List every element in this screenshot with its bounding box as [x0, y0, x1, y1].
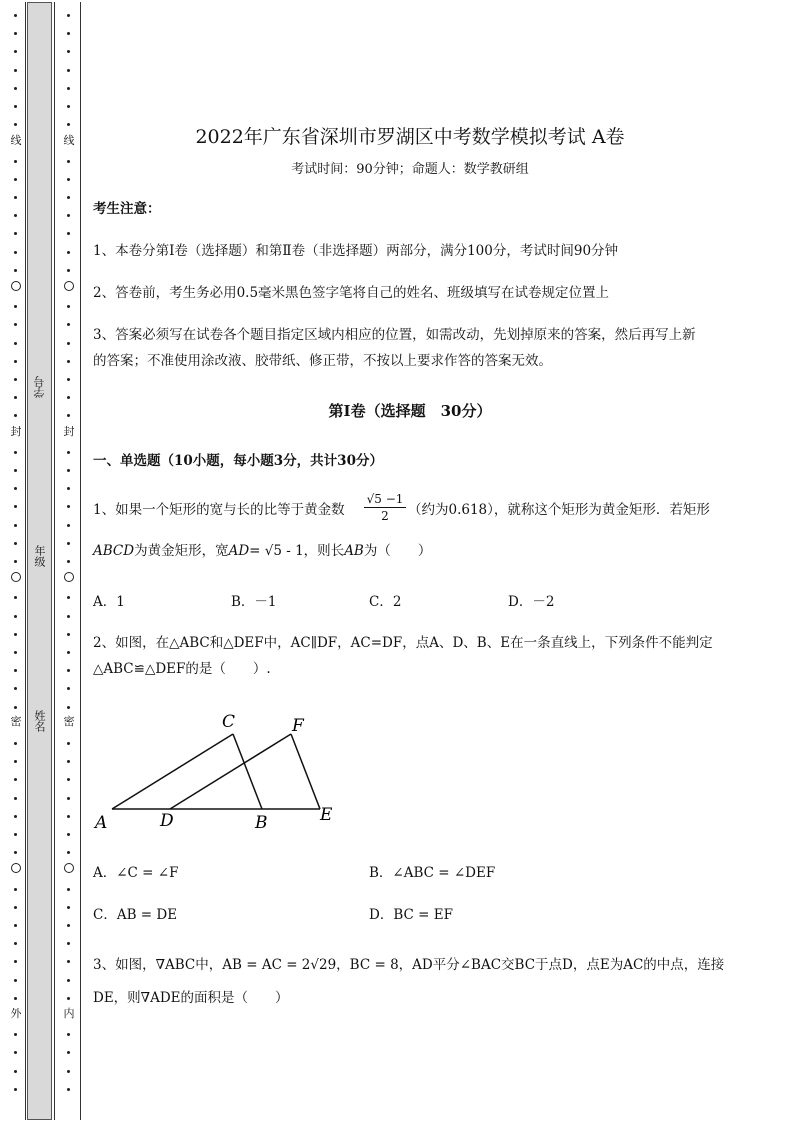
q2-option-b: B．∠ABC = ∠DEF [369, 865, 496, 881]
margin-dot [67, 979, 70, 982]
notice-item-3: 3、答案必须写在试卷各个题目指定区域内相应的位置，如需改动，先划掉原来的答案，然后再写上新 [93, 327, 696, 343]
outer-label-xian: 线 [10, 134, 22, 147]
margin-dot [67, 360, 70, 363]
q1-golden-fraction [364, 491, 406, 524]
margin-dot [14, 50, 17, 53]
margin-dot [14, 323, 17, 326]
q2-triangle-figure [90, 705, 350, 835]
margin-dot [67, 687, 70, 690]
margin-dot [14, 305, 17, 308]
q2-line2: △ABC≌△DEF的是（ ）. [93, 661, 271, 677]
margin-dot [67, 160, 70, 163]
fig-label-b: B [255, 813, 268, 833]
fig-label-f: F [292, 716, 304, 736]
margin-dot [67, 742, 70, 745]
margin-dot [14, 706, 17, 709]
margin-dot [14, 487, 17, 490]
margin-dot [14, 888, 17, 891]
margin-dot [14, 1070, 17, 1073]
margin-dot [67, 451, 70, 454]
margin-dot [67, 1088, 70, 1091]
exam-title: 2022年广东省深圳市罗湖区中考数学模拟考试 A卷 [195, 126, 625, 148]
outer-label-mi: 密 [10, 715, 22, 728]
inner-label-nei: 内 [63, 1007, 75, 1020]
field-name: 姓名 [33, 710, 46, 732]
fig-label-c: C [222, 712, 236, 732]
margin-dot [67, 997, 70, 1000]
margin-dot [67, 615, 70, 618]
margin-dot [67, 14, 70, 17]
margin-dot [14, 87, 17, 90]
margin-dot [67, 87, 70, 90]
field-student-id: 学号 [33, 376, 46, 398]
margin-dot [14, 596, 17, 599]
margin-dot [67, 815, 70, 818]
q1-line2-b: 为黄金矩形，宽 [134, 543, 229, 559]
margin-dot [14, 960, 17, 963]
margin-dot [14, 797, 17, 800]
margin-dot [67, 305, 70, 308]
margin-dot [14, 32, 17, 35]
margin-dot [14, 815, 17, 818]
margin-line-mid [54, 2, 55, 1120]
margin-dot [14, 232, 17, 235]
q2-option-d: D．BC = EF [369, 907, 453, 923]
margin-dot [67, 560, 70, 563]
margin-dot [14, 942, 17, 945]
fig-line-cb [233, 734, 262, 809]
margin-dot [67, 32, 70, 35]
fig-line-df [170, 734, 291, 809]
margin-dot [14, 760, 17, 763]
margin-dot [67, 251, 70, 254]
margin-dot [14, 542, 17, 545]
margin-dot [67, 542, 70, 545]
margin-dot [14, 269, 17, 272]
q1-line2 [93, 541, 431, 561]
q2-option-a: A．∠C = ∠F [93, 865, 179, 881]
margin-dot [14, 524, 17, 527]
q1-line2-f: 为（ ） [363, 543, 432, 559]
margin-dot [14, 342, 17, 345]
q1-option-b: B．－1 [231, 594, 277, 610]
margin-dot [67, 669, 70, 672]
margin-dot [67, 232, 70, 235]
margin-dot [67, 105, 70, 108]
margin-dot [14, 633, 17, 636]
margin-dot [14, 469, 17, 472]
margin-dot [67, 342, 70, 345]
field-grade: 年级 [33, 545, 46, 567]
margin-dot [14, 669, 17, 672]
margin-dot [67, 906, 70, 909]
exam-subtitle: 考试时间：90分钟；命题人：数学教研组 [291, 162, 529, 177]
outer-label-wai: 外 [10, 1007, 22, 1020]
margin-dot [14, 396, 17, 399]
part-title: 一、单选题（10小题，每小题3分，共计30分） [93, 453, 383, 469]
margin-dot [14, 1051, 17, 1054]
margin-dot [14, 123, 17, 126]
margin-ring [64, 863, 74, 873]
outer-label-feng: 封 [10, 425, 22, 438]
q1-text-pre: 1、如果一个矩形的宽与长的比等于黄金数 [93, 502, 345, 518]
margin-dot [14, 196, 17, 199]
margin-ring [64, 281, 74, 291]
margin-dot [14, 14, 17, 17]
margin-dot [14, 924, 17, 927]
notice-item-1: 1、本卷分第I卷（选择题）和第Ⅱ卷（非选择题）两部分，满分100分，考试时间90分钟 [93, 243, 619, 259]
margin-dot [67, 269, 70, 272]
notice-item-2: 2、答卷前，考生务必用0.5毫米黑色签字笔将自己的姓名、班级填写在试卷规定位置上 [93, 285, 610, 301]
margin-dot [67, 778, 70, 781]
margin-dot [14, 378, 17, 381]
margin-dot [67, 69, 70, 72]
margin-dot [14, 560, 17, 563]
margin-dot [67, 378, 70, 381]
margin-dot [67, 942, 70, 945]
inner-dot-column [62, 0, 76, 1123]
q1-ab: AB [344, 543, 364, 559]
margin-dot [14, 906, 17, 909]
margin-dot [14, 451, 17, 454]
margin-dot [67, 596, 70, 599]
inner-label-mi: 密 [63, 715, 75, 728]
margin-dot [67, 505, 70, 508]
margin-dot [67, 50, 70, 53]
q1-option-d: D．－2 [508, 594, 555, 610]
margin-dot [14, 687, 17, 690]
margin-dot [14, 742, 17, 745]
section-title: 第I卷（选择题 30分） [328, 402, 492, 420]
margin-dot [14, 778, 17, 781]
margin-dot [67, 851, 70, 854]
margin-dot [67, 633, 70, 636]
margin-dot [67, 469, 70, 472]
fig-label-d: D [160, 811, 174, 831]
margin-dot [67, 214, 70, 217]
margin-dot [14, 651, 17, 654]
margin-dot [14, 214, 17, 217]
margin-ring [64, 572, 74, 582]
margin-dot [14, 178, 17, 181]
notice-item-3-cont: 的答案；不准使用涂改液、胶带纸、修正带，不按以上要求作答的答案无效。 [93, 353, 552, 369]
q1-option-a: A．1 [93, 594, 125, 610]
margin-dot [67, 524, 70, 527]
margin-dot [67, 797, 70, 800]
margin-dot [14, 615, 17, 618]
margin-dot [14, 851, 17, 854]
margin-dot [14, 979, 17, 982]
margin-dot [14, 997, 17, 1000]
margin-dot [67, 924, 70, 927]
q2-line1: 2、如图，在△ABC和△DEF中，AC∥DF，AC=DF，点A、D、B、E在一条直线上，下列条件不能判定 [93, 635, 713, 651]
margin-dot [67, 1070, 70, 1073]
inner-label-xian: 线 [63, 134, 75, 147]
margin-dot [14, 160, 17, 163]
q1-text-post: （约为0.618），就称这个矩形为黄金矩形．若矩形 [408, 502, 710, 518]
margin-dot [67, 414, 70, 417]
margin-dot [67, 323, 70, 326]
margin-dot [67, 651, 70, 654]
notice-heading: 考生注意： [93, 201, 161, 217]
q1-fraction-denominator: 2 [381, 509, 389, 523]
margin-dot [67, 1033, 70, 1036]
q1-ad: AD [228, 543, 250, 559]
fig-label-a: A [95, 813, 108, 833]
margin-dot [14, 105, 17, 108]
margin-dot [67, 888, 70, 891]
margin-dot [14, 505, 17, 508]
margin-ring [11, 863, 21, 873]
inner-label-feng: 封 [63, 425, 75, 438]
margin-line-left [25, 2, 26, 1120]
margin-dot [67, 833, 70, 836]
margin-dot [14, 1088, 17, 1091]
margin-dot [14, 251, 17, 254]
margin-dot [14, 414, 17, 417]
margin-dot [67, 123, 70, 126]
margin-ring [11, 572, 21, 582]
margin-dot [67, 760, 70, 763]
q1-fraction-numerator: √5 −1 [364, 491, 406, 508]
margin-dot [67, 178, 70, 181]
margin-dot [14, 69, 17, 72]
margin-ring [11, 281, 21, 291]
margin-dot [67, 706, 70, 709]
fig-label-e: E [320, 805, 333, 825]
q2-option-c: C．AB = DE [93, 907, 178, 923]
margin-dot [67, 396, 70, 399]
q1-option-c: C．2 [369, 594, 402, 610]
fig-line-fe [291, 734, 320, 809]
margin-dot [67, 1051, 70, 1054]
margin-dot [67, 960, 70, 963]
outer-dot-column [9, 0, 23, 1123]
q3-line2: DE，则∇ADE的面积是（ ） [93, 990, 289, 1006]
q3-line1: 3、如图，∇ABC中，AB = AC = 2√29，BC = 8，AD平分∠BAC交BC于点D，点E为AC的中点，连接 [93, 957, 725, 973]
margin-dot [14, 833, 17, 836]
margin-dot [67, 196, 70, 199]
q1-line2-d: = √5 - 1，则长 [249, 543, 345, 559]
margin-dot [14, 1033, 17, 1036]
q1-abcd: ABCD [93, 543, 135, 559]
margin-dot [14, 360, 17, 363]
margin-dot [67, 487, 70, 490]
fig-line-ac [112, 734, 233, 809]
